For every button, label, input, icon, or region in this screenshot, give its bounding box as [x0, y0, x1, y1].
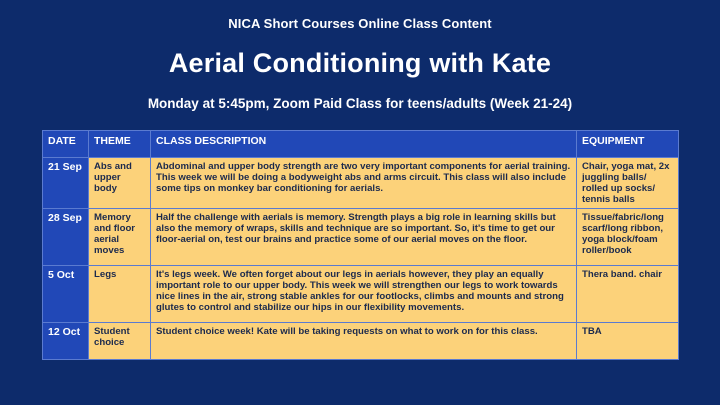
column-header-theme: THEME [89, 131, 151, 158]
row-date: 5 Oct [43, 266, 89, 323]
slide-subtitle: Monday at 5:45pm, Zoom Paid Class for teens/adults (Week 21-24) [147, 96, 573, 111]
slide-kicker: NICA Short Courses Online Class Content [228, 16, 492, 31]
slide-title: Aerial Conditioning with Kate [168, 48, 552, 78]
column-header-equipment: EQUIPMENT [577, 131, 679, 158]
table-header-row [43, 131, 679, 158]
row-equipment: Thera band. chair [577, 266, 679, 323]
table-row [43, 158, 679, 209]
table-row [43, 266, 679, 323]
class-schedule-table [42, 130, 679, 360]
row-theme: Abs and upper body [89, 158, 151, 209]
table-row [43, 323, 679, 360]
row-description: Half the challenge with aerials is memory. Strength plays a big role in learning skills but also the memory of wraps, skills and technique are so important. So, it's time to get our floor-aerial on, test our brains and practice some of our aerial moves on the floor. [151, 209, 577, 266]
row-description: Abdominal and upper body strength are two very important components for aerial training. This week we will be doing a bodyweight abs and arms circuit. This class will also include some tips on monkey bar conditioning for aerials. [151, 158, 577, 209]
column-header-description: CLASS DESCRIPTION [151, 131, 577, 158]
row-date: 21 Sep [43, 158, 89, 209]
row-theme: Legs [89, 266, 151, 323]
row-theme: Memory and floor aerial moves [89, 209, 151, 266]
row-date: 12 Oct [43, 323, 89, 360]
row-description: Student choice week! Kate will be taking requests on what to work on for this class. [151, 323, 577, 360]
row-equipment: Chair, yoga mat, 2x juggling balls/ rolled up socks/ tennis balls [577, 158, 679, 209]
row-date: 28 Sep [43, 209, 89, 266]
row-theme: Student choice [89, 323, 151, 360]
row-equipment: Tissue/fabric/long scarf/long ribbon, yoga block/foam roller/book [577, 209, 679, 266]
row-equipment: TBA [577, 323, 679, 360]
column-header-date: DATE [43, 131, 89, 158]
table-row [43, 209, 679, 266]
row-description: It's legs week. We often forget about our legs in aerials however, they play an equally important role to our upper body. This week we will strengthen our legs to work towards nice lines in the air, strong stable ankles for our footlocks, climbs and mounts and strong glutes to control and stabilize our hips in our flexibility movements. [151, 266, 577, 323]
